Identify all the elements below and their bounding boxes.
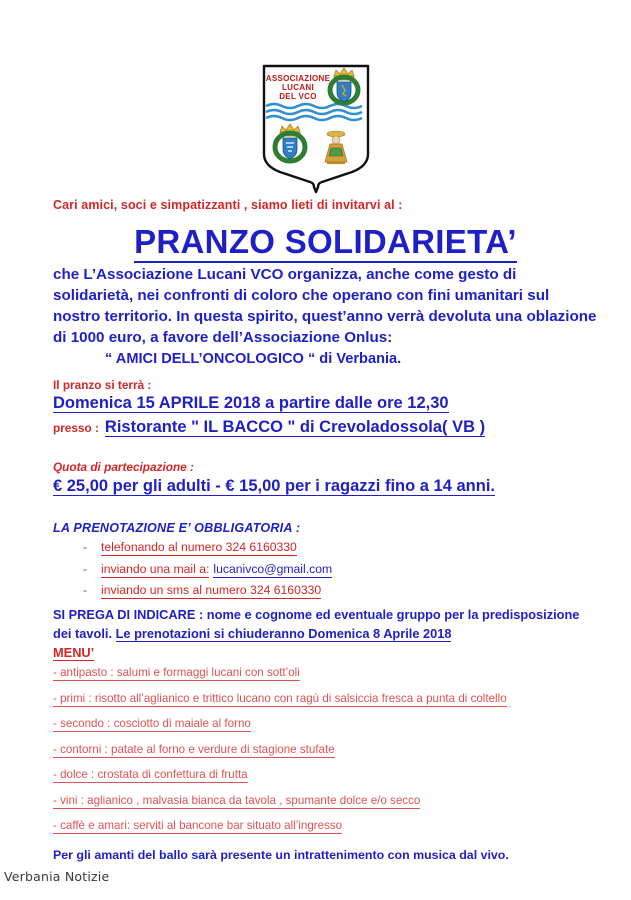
please-indicate-part1: SI PREGA DI INDICARE : nome e cognome ed eventuale gruppo per la [53, 607, 479, 623]
contact-mail-text: inviando una mail a: [101, 561, 210, 576]
svg-text:ASSOCIAZIONE: ASSOCIAZIONE [265, 74, 330, 83]
contact-methods-list [53, 541, 598, 596]
footer-credit: Verbania Notizie [4, 869, 110, 884]
list-item [53, 718, 598, 730]
intro-line: Cari amici, soci e simpatizzanti , siamo lieti di invitarvi al : [53, 198, 403, 212]
menu-items-list [53, 667, 598, 832]
body-line-1: che L’Associazione Lucani VCO organizza, anche come gesto di [53, 266, 517, 284]
body-line-4: una oblazione di 1000 euro, a favore dell’Associazione Onlus: [53, 308, 597, 347]
booking-deadline: Le prenotazioni si chiuderanno Domenica 8 Aprile 2018 [115, 626, 452, 642]
email-address[interactable]: lucanivco@gmail.com [213, 561, 333, 576]
page-title-text: PRANZO SOLIDARIETA’ [134, 223, 517, 263]
list-item [53, 541, 598, 553]
menu-item-primi: - primi : risotto all’aglianico e trittico lucano con ragù di salsiccia fresca a punta di coltello [53, 691, 507, 705]
bullet-dash: - [83, 582, 88, 597]
quota-value-text: € 25,00 per gli adulti - € 15,00 per i ragazzi fino a 14 anni. [53, 477, 495, 496]
menu-item-dolce: - dolce : crostata di confettura di frutta [53, 768, 248, 782]
list-item [53, 563, 598, 575]
list-item [53, 795, 598, 807]
quota-value [53, 476, 598, 497]
lunch-label: Il pranzo si terrà : [53, 378, 152, 393]
svg-text:LUCANI: LUCANI [281, 83, 314, 92]
bullet-dash: - [83, 561, 88, 576]
menu-item-antipasto: - antipasto : salumi e formaggi lucani con sott’oli [53, 665, 300, 679]
lunch-datetime [53, 393, 598, 414]
menu-heading [53, 645, 598, 660]
body-line-2: solidarietà, nei confronti di coloro che operano con fini umanitari [53, 287, 524, 305]
venue-label: presso : [53, 420, 99, 435]
contact-phone-text: telefonando al numero 324 6160330 [101, 540, 297, 555]
list-item [53, 584, 598, 596]
svg-text:DEL VCO: DEL VCO [278, 92, 317, 101]
association-crest-icon [260, 62, 372, 194]
quota-label: Quota di partecipazione : [53, 460, 194, 475]
menu-item-caffe: - caffè e amari: serviti al bancone bar situato all’ingresso [53, 819, 343, 833]
please-indicate-part2: predisposizione dei tavoli. [53, 607, 580, 642]
body-paragraph [53, 265, 598, 369]
list-item [53, 693, 598, 705]
menu-item-secondo: - secondo : cosciotto di maiale al forno [53, 717, 251, 731]
contact-sms-text: inviando un sms al numero 324 6160330 [101, 582, 322, 597]
list-item [53, 769, 598, 781]
menu-item-contorni: - contorni : patate al forno e verdure di stagione stufate [53, 742, 335, 756]
list-item [53, 744, 598, 756]
list-item [53, 667, 598, 679]
venue-value: Ristorante " IL BACCO " di Crevoladossola( VB ) [104, 417, 486, 436]
booking-required-label: LA PRENOTAZIONE E’ OBBLIGATORIA : [53, 521, 301, 536]
onlus-name-line: “ AMICI DELL’ONCOLOGICO “ di Verbania. [105, 351, 402, 368]
page-title [53, 224, 598, 260]
venue-row [53, 417, 598, 439]
menu-item-vini: - vini : aglianico , malvasia bianca da tavola , spumante dolce e/o secco [53, 793, 421, 807]
logo-container [0, 62, 631, 194]
bullet-dash: - [83, 540, 88, 555]
closing-line: Per gli amanti del ballo sarà presente un intrattenimento con musica dal vivo. [53, 848, 509, 863]
list-item [53, 820, 598, 832]
lunch-datetime-text: Domenica 15 APRILE 2018 a partire dalle ore 12,30 [53, 394, 449, 413]
flyer-content [53, 198, 598, 862]
please-indicate-paragraph [53, 605, 598, 644]
menu-heading-text: MENU’ [53, 644, 95, 660]
body-line-3: sul nostro territorio. In questa spirito, quest’anno verrà devoluta [53, 287, 550, 326]
